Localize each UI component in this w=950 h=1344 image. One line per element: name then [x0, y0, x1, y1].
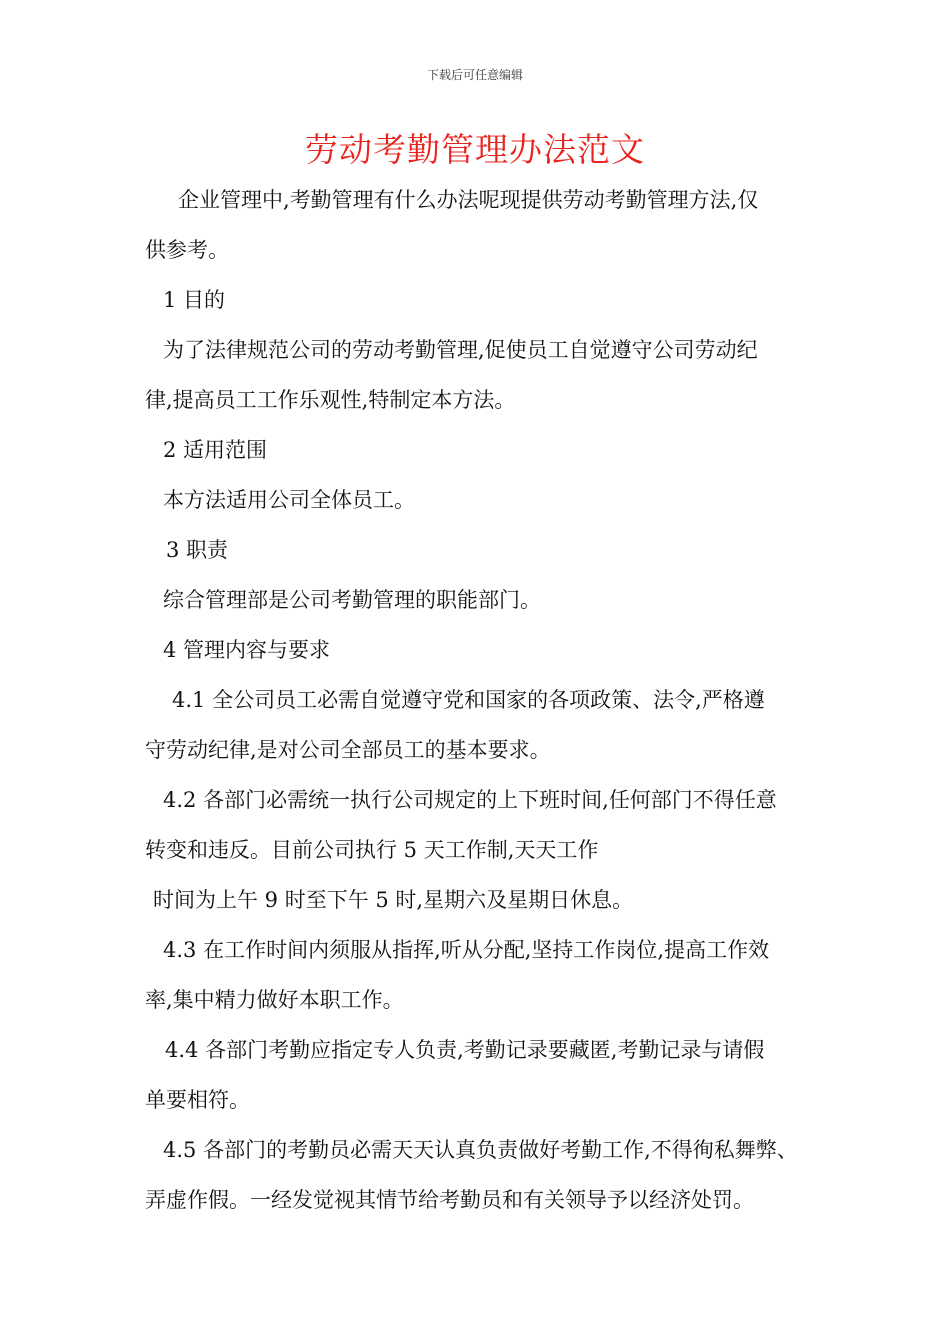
paragraph-line: 律,提高员工工作乐观性,特制定本方法。	[145, 388, 516, 412]
paragraph-line: 4.2 各部门必需统一执行公司规定的上下班时间,任何部门不得任意	[163, 788, 777, 812]
paragraph-line: 率,集中精力做好本职工作。	[145, 988, 404, 1012]
paragraph-line: 4.5 各部门的考勤员必需天天认真负责做好考勤工作,不得徇私舞弊、	[163, 1138, 798, 1162]
paragraph-line: 单要相符。	[145, 1088, 250, 1112]
header-note: 下载后可任意编辑	[426, 68, 523, 82]
paragraph-line: 企业管理中,考勤管理有什么办法呢现提供劳动考勤管理方法,仅	[178, 188, 759, 212]
section-heading: 3 职责	[166, 538, 229, 562]
paragraph-line: 供参考。	[145, 238, 229, 262]
paragraph-line: 本方法适用公司全体员工。	[163, 488, 415, 512]
paragraph-line: 4.4 各部门考勤应指定专人负责,考勤记录要藏匿,考勤记录与请假	[165, 1038, 765, 1062]
paragraph-line: 弄虚作假。一经发觉视其情节给考勤员和有关领导予以经济处罚。	[145, 1188, 754, 1212]
section-heading: 1 目的	[163, 288, 226, 312]
section-heading: 4 管理内容与要求	[163, 638, 331, 662]
paragraph-line: 4.3 在工作时间内须服从指挥,听从分配,坚持工作岗位,提高工作效	[163, 938, 770, 962]
document-title: 劳动考勤管理办法范文	[305, 130, 645, 169]
paragraph-line: 时间为上午 9 时至下午 5 时,星期六及星期日休息。	[153, 888, 634, 912]
paragraph-line: 4.1 全公司员工必需自觉遵守党和国家的各项政策、法令,严格遵	[172, 688, 765, 712]
paragraph-line: 守劳动纪律,是对公司全部员工的基本要求。	[145, 738, 551, 762]
section-heading: 2 适用范围	[163, 438, 268, 462]
paragraph-line: 为了法律规范公司的劳动考勤管理,促使员工自觉遵守公司劳动纪	[163, 338, 758, 362]
paragraph-line: 转变和违反。目前公司执行 5 天工作制,天天工作	[145, 838, 599, 862]
paragraph-line: 综合管理部是公司考勤管理的职能部门。	[163, 588, 541, 612]
